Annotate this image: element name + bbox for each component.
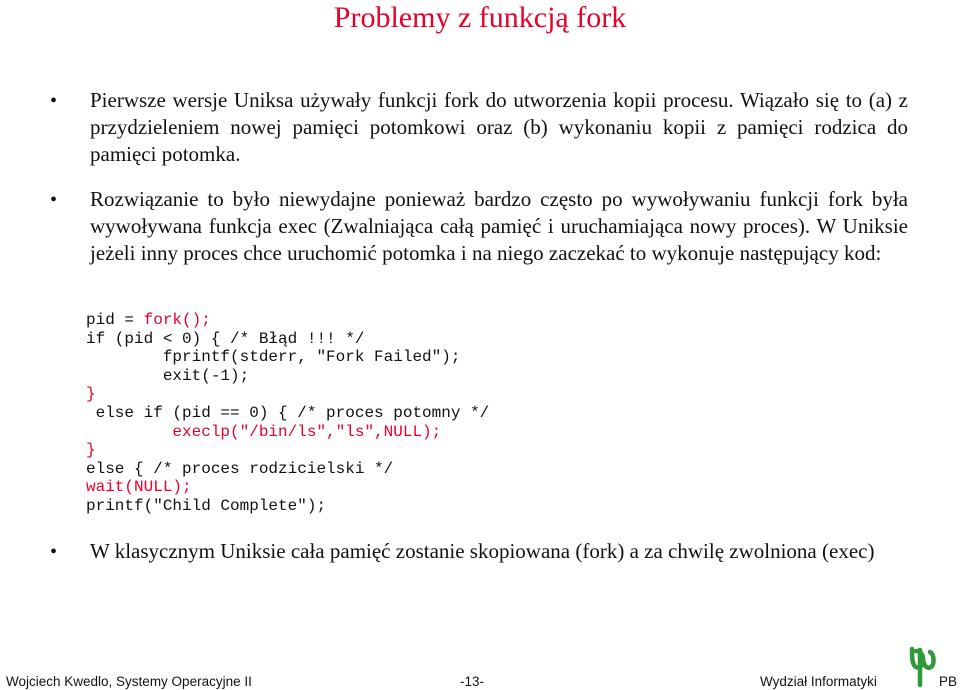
code-text: pid = xyxy=(86,311,144,329)
footer-faculty: Wydział Informatyki xyxy=(760,674,877,689)
code-line-1 xyxy=(86,311,211,329)
code-line-5: } xyxy=(86,385,96,404)
footer-author: Wojciech Kwedlo, Systemy Operacyjne II xyxy=(6,674,252,689)
code-line-6: else if (pid == 0) { /* proces potomny */ xyxy=(86,403,490,422)
code-line-4: exit(-1); xyxy=(86,366,250,385)
code-block xyxy=(86,311,489,516)
bullet-text-2: Rozwiązanie to było niewydajne ponieważ bardzo często po wywoływaniu funkcji fork była wywoływana funkcja exec (Zwalniająca całą pamięć i uruchamiająca nowy proces). W Uniksie jeżeli inny proces chce uruchomić potomka i na niego zaczekać to wykonuje następujący kod: xyxy=(90,187,908,265)
code-line-7: execlp("/bin/ls","ls",NULL); xyxy=(86,422,442,441)
bullet-text-1: Pierwsze wersje Uniksa używały funkcji fork do utworzenia kopii procesu. Wiązało się to (a) z przydzieleniem nowej pamięci potomkowi oraz (b) wykonaniu kopii z pamięci rodzica do pamięci potomka. xyxy=(90,88,908,166)
code-line-8: } xyxy=(86,441,96,460)
bullet-icon: • xyxy=(50,189,58,211)
code-line-10: wait(NULL); xyxy=(86,478,192,497)
slide-title: Problemy z funkcją fork xyxy=(333,1,627,34)
code-line-9: else { /* proces rodzicielski */ xyxy=(86,459,394,478)
code-text-highlight: fork(); xyxy=(143,311,211,329)
footer-page-number: -13- xyxy=(460,674,485,689)
code-line-3: fprintf(stderr, "Fork Failed"); xyxy=(86,348,461,367)
pb-logo-icon xyxy=(903,645,937,689)
footer-university: PB xyxy=(939,674,958,689)
code-line-2: if (pid < 0) { /* Błąd !!! */ xyxy=(86,329,365,348)
code-line-11: printf("Child Complete"); xyxy=(86,496,327,515)
bullet-icon: • xyxy=(50,90,58,112)
bullet-text-3: W klasycznym Uniksie cała pamięć zostanie skopiowana (fork) a za chwilę zwolniona (exec) xyxy=(90,539,875,563)
bullet-icon: • xyxy=(50,541,58,563)
